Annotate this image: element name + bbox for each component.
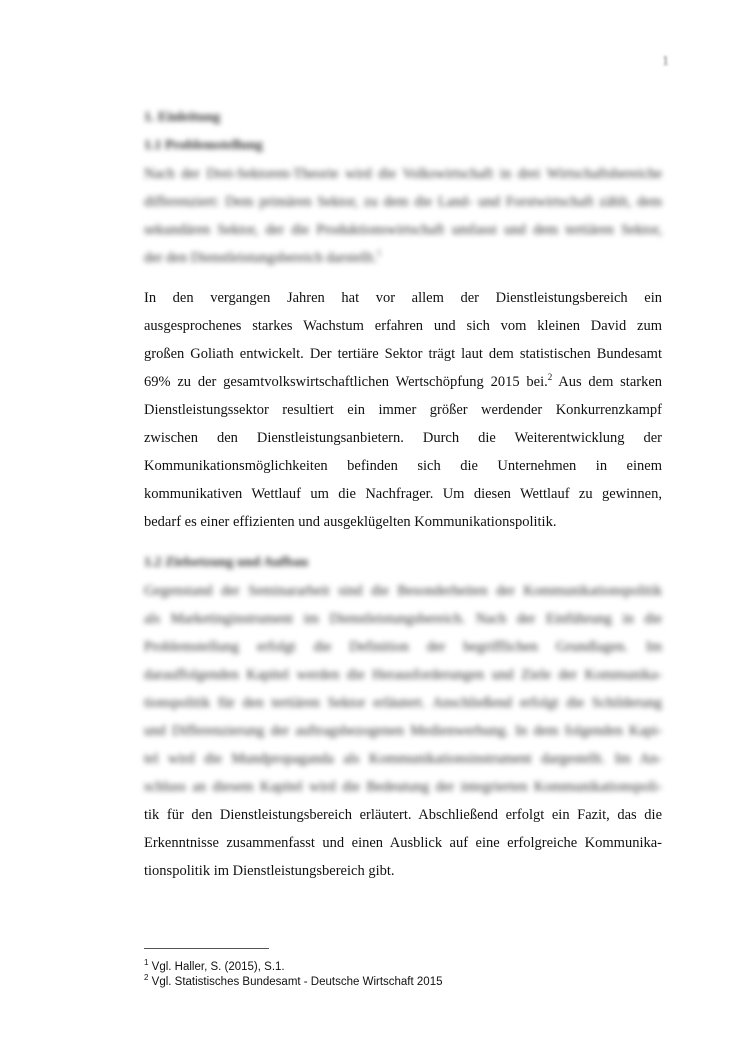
- paragraph-line: großen Goliath entwickelt. Der tertiäre Sektor trägt laut dem statistischen Bundesamt: [144, 346, 662, 362]
- blurred-line-text: der den Dienstleistungsbereich darstellt.: [144, 250, 377, 266]
- paragraph-line: tik für den Dienstleistungsbereich erläutert. Abschließend erfolgt ein Fazit, das die: [144, 807, 662, 823]
- blurred-line: als Marketinginstrument im Dienstleistungsbereich. Nach der Einführung in die: [144, 611, 662, 627]
- paragraph-line: ausgesprochenes starkes Wachstum erfahren und sich vom kleinen David zum: [144, 318, 662, 334]
- footnote-number: 1: [144, 958, 149, 968]
- blurred-line: tel wird die Mundpropaganda als Kommunikationsinstrument dargestellt. Im An-: [144, 751, 662, 767]
- blurred-line: schluss an diesem Kapitel wird die Bedeutung der integrierten Kommunikationspoli-: [144, 779, 662, 795]
- paragraph-line: bedarf es einer effizienten und ausgeklügelten Kommunikationspolitik.: [144, 514, 557, 530]
- subsection-heading-problemstellung: 1.1 Problemstellung: [144, 138, 263, 153]
- paragraph-line: Kommunikationsmöglichkeiten befinden sich die Unternehmen in einem: [144, 458, 662, 474]
- paragraph-dienstleistung: [144, 284, 662, 536]
- blurred-line: Problemstellung erfolgt die Definition der begrifflichen Grundlagen. Im: [144, 639, 662, 655]
- paragraph-line: tionspolitik im Dienstleistungsbereich gibt.: [144, 863, 395, 879]
- blurred-line: und Differenzierung der auftragsbezogenen Medienwerbung. In dem folgenden Kapi-: [144, 723, 662, 739]
- paragraph-line: [144, 368, 662, 396]
- footnote-number: 2: [144, 973, 149, 983]
- paragraph-line: kommunikativen Wettlauf um die Nachfrager. Um diesen Wettlauf zu gewinnen,: [144, 486, 662, 502]
- paragraph-line: zwischen den Dienstleistungsanbietern. Durch die Weiterentwicklung der: [144, 430, 662, 446]
- blurred-line: Gegenstand der Seminararbeit sind die Besonderheiten der Kommunikationspolitik: [144, 583, 662, 599]
- line-text: 69% zu der gesamtvolkswirtschaftlichen Wertschöpfung 2015 bei.: [144, 374, 548, 390]
- blurred-line: differenziert: Dem primären Sektor, zu dem die Land- und Forstwirtschaft zählt, dem: [144, 194, 662, 210]
- section-heading: 1. Einleitung: [144, 110, 221, 125]
- page-number: 1: [662, 54, 669, 69]
- blurred-line: Nach der Drei-Sektoren-Theorie wird die Volkswirtschaft in drei Wirtschaftsbereiche: [144, 166, 662, 182]
- blurred-line: darauffolgenden Kapitel werden die Herausforderungen und Ziele der Kommunika-: [144, 667, 662, 683]
- footnote-text: Vgl. Haller, S. (2015), S.1.: [151, 961, 285, 973]
- footnote-divider: [144, 948, 269, 949]
- line-tail: Aus dem starken: [558, 374, 663, 390]
- footnote-1: [144, 960, 285, 975]
- paragraph-line: Dienstleistungssektor resultiert ein immer größer werdender Konkurrenzkampf: [144, 402, 662, 418]
- blurred-line: tionspolitik für den tertiären Sektor erläutert. Anschließend erfolgt die Schilderung: [144, 695, 662, 711]
- blurred-line: sekundären Sektor, der die Produktionswirtschaft umfasst und dem tertiären Sektor,: [144, 222, 662, 238]
- blurred-paragraph-2: [144, 577, 662, 801]
- blurred-line: [144, 244, 662, 272]
- paragraph-line: Erkenntnisse zusammenfasst und einen Ausblick auf eine erfolgreiche Kommunika-: [144, 835, 662, 851]
- subsection-heading-zielsetzung: 1.2 Zielsetzung und Aufbau: [144, 555, 309, 570]
- paragraph-fazit: [144, 801, 662, 885]
- footnote-text: Vgl. Statistisches Bundesamt - Deutsche Wirtschaft 2015: [151, 976, 443, 988]
- blurred-paragraph-1: [144, 160, 662, 272]
- footnote-ref: 1: [376, 248, 382, 259]
- footnote-2: [144, 975, 442, 990]
- footnote-ref: 2: [547, 372, 553, 383]
- paragraph-line: In den vergangen Jahren hat vor allem der Dienstleistungsbereich ein: [144, 290, 662, 306]
